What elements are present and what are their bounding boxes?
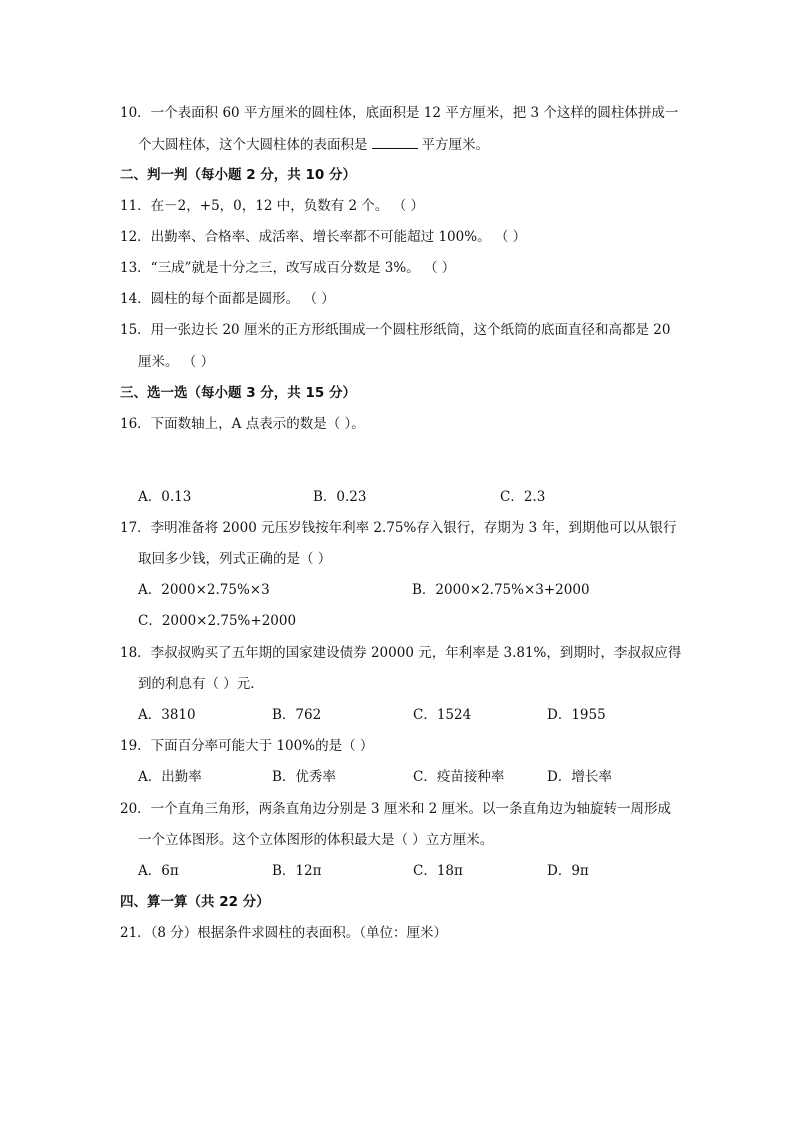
q16-option-b: B．0.23: [313, 489, 367, 505]
q19-option-c: C．疫苗接种率: [413, 769, 505, 785]
section2-title: 二、判一判（每小题 2 分，共 10 分）: [120, 167, 356, 183]
q20-line1: 20．一个直角三角形，两条直角边分别是 3 厘米和 2 厘米。以一条直角边为轴旋转一周形成: [120, 801, 672, 817]
q15-line1: 15．用一张边长 20 厘米的正方形纸围成一个圆柱形纸筒，这个纸筒的底面直径和高都是 20: [120, 322, 671, 338]
q20-option-b: B．12π: [272, 863, 322, 879]
q10-line1: 10．一个表面积 60 平方厘米的圆柱体，底面积是 12 平方厘米，把 3 个这样的圆柱体拼成一: [120, 105, 679, 121]
q19-stem: 19．下面百分率可能大于 100%的是（ ）: [120, 738, 374, 754]
q10-line2: [138, 136, 489, 154]
section4-title: 四、算一算（共 22 分）: [120, 894, 270, 910]
q17-line2: 取回多少钱，列式正确的是（ ）: [138, 551, 332, 567]
q20-line2: 一个立体图形。这个立体图形的体积最大是（ ）立方厘米。: [138, 832, 494, 848]
q13: 13．“三成”就是十分之三，改写成百分数是 3%。 （ ）: [120, 260, 456, 276]
q17-line1: 17．李明准备将 2000 元压岁钱按年利率 2.75%存入银行，存期为 3 年，到期他可以从银行: [120, 520, 677, 536]
q18-option-a: A．3810: [138, 707, 196, 723]
q19-option-d: D．增长率: [547, 769, 612, 785]
q18-option-b: B．762: [272, 707, 322, 723]
q12: 12．出勤率、合格率、成活率、增长率都不可能超过 100%。 （ ）: [120, 229, 527, 245]
q10-line2-pre: 个大圆柱体，这个大圆柱体的表面积是: [138, 137, 368, 153]
q19-option-a: A．出勤率: [138, 769, 202, 785]
q21: 21．（8 分）根据条件求圆柱的表面积。（单位：厘米）: [120, 925, 448, 941]
q17-option-c: C．2000×2.75%+2000: [138, 613, 297, 629]
q10-answer-blank: [372, 136, 418, 149]
q16-stem: 16．下面数轴上，A 点表示的数是（ ）。: [120, 416, 365, 432]
q20-option-a: A．6π: [138, 863, 179, 879]
q18-option-c: C．1524: [413, 707, 472, 723]
q19-option-b: B．优秀率: [272, 769, 336, 785]
q16-option-c: C．2.3: [500, 489, 546, 505]
q16-option-a: A．0.13: [138, 489, 192, 505]
q14: 14．圆柱的每个面都是圆形。 （ ）: [120, 291, 335, 307]
q15-line2: 厘米。 （ ）: [138, 354, 215, 370]
q10-line2-post: 平方厘米。: [421, 137, 489, 153]
section3-title: 三、选一选（每小题 3 分，共 15 分）: [120, 385, 356, 401]
q20-option-c: C．18π: [413, 863, 463, 879]
q18-line2: 到的利息有（ ）元．: [138, 676, 264, 692]
q17-option-a: A．2000×2.75%×3: [138, 582, 270, 598]
q18-option-d: D．1955: [547, 707, 606, 723]
q18-line1: 18．李叔叔购买了五年期的国家建设债券 20000 元，年利率是 3.81%，到期时，李叔叔应得: [120, 645, 682, 661]
q20-option-d: D．9π: [547, 863, 589, 879]
q11: 11．在－2，+5，0，12 中，负数有 2 个。 （ ）: [120, 198, 424, 214]
q17-option-b: B．2000×2.75%×3+2000: [412, 582, 590, 598]
